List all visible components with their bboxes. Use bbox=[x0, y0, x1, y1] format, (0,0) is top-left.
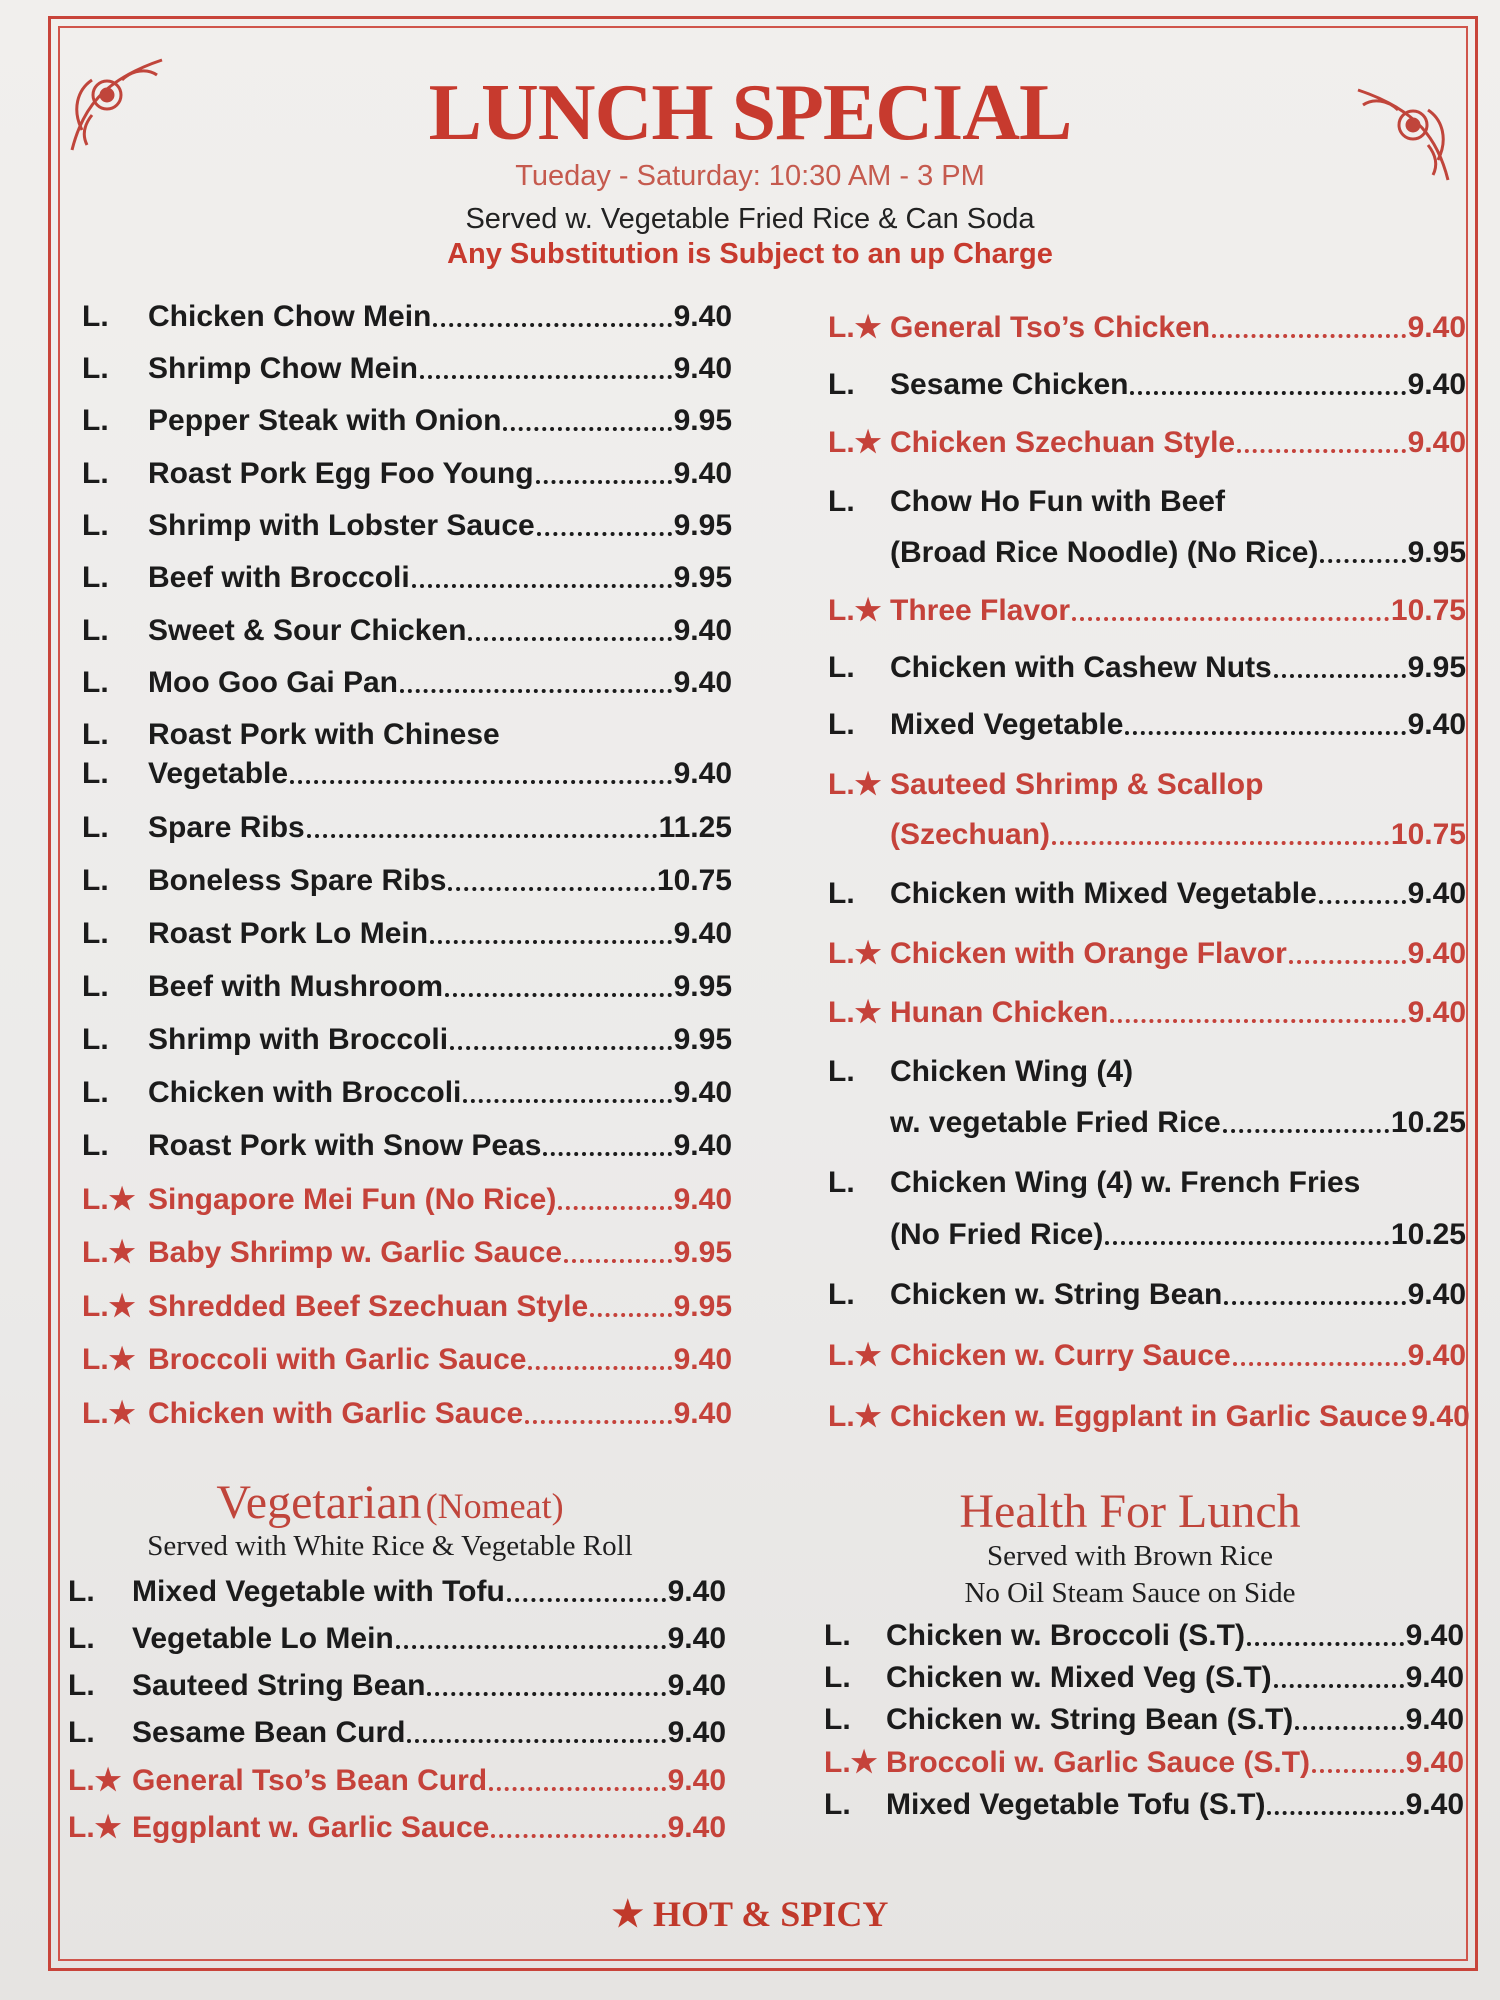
menu-item bbox=[82, 352, 732, 386]
menu-item bbox=[828, 485, 1466, 519]
menu-item bbox=[82, 1076, 732, 1110]
menu-item bbox=[82, 1235, 732, 1270]
menu-item-price: 11.25 bbox=[658, 811, 732, 844]
menu-item-name: Boneless Spare Ribs bbox=[148, 864, 447, 897]
menu-item-price: 9.40 bbox=[673, 1183, 732, 1216]
dot-leader bbox=[1130, 387, 1405, 395]
menu-item-code: L. bbox=[828, 1055, 855, 1088]
menu-item-price: 9.40 bbox=[667, 1669, 726, 1702]
menu-item-name: Singapore Mei Fun (No Rice) bbox=[148, 1183, 557, 1216]
menu-item-price: 9.40 bbox=[667, 1622, 726, 1655]
dot-leader bbox=[445, 989, 672, 997]
menu-item-name: Moo Goo Gai Pan bbox=[148, 666, 399, 699]
served-with-note: Served w. Vegetable Fried Rice & Can Soda bbox=[465, 203, 1035, 235]
menu-item bbox=[82, 718, 732, 752]
menu-item-code: L. bbox=[82, 352, 109, 385]
menu-item-name: Eggplant w. Garlic Sauce bbox=[132, 1811, 490, 1844]
vegetarian-title-main: Vegetarian bbox=[216, 1476, 422, 1529]
menu-item-code: L. bbox=[82, 1129, 109, 1162]
dot-leader bbox=[1267, 1807, 1403, 1815]
menu-item-name: Spare Ribs bbox=[148, 811, 305, 844]
dot-leader bbox=[1274, 670, 1406, 678]
menu-item-name: Vegetable Lo Mein bbox=[132, 1622, 394, 1655]
dot-leader bbox=[400, 685, 672, 693]
dot-leader bbox=[463, 1095, 671, 1103]
menu-item-code: L. bbox=[82, 1023, 109, 1056]
menu-item-price: 10.25 bbox=[1390, 1106, 1466, 1139]
menu-item bbox=[82, 1289, 732, 1324]
dot-leader bbox=[537, 528, 672, 536]
menu-item bbox=[824, 1619, 1464, 1653]
vegetarian-title bbox=[120, 1475, 660, 1530]
menu-item-name: Roast Pork Egg Foo Young bbox=[148, 457, 534, 490]
menu-item-name: Chicken w. Broccoli (S.T) bbox=[886, 1619, 1245, 1652]
menu-item-price: 9.95 bbox=[673, 509, 732, 542]
hot-spicy-legend: ★ HOT & SPICY bbox=[611, 1894, 889, 1934]
menu-item-name: Roast Pork with Snow Peas bbox=[148, 1129, 542, 1162]
menu-item-code: L.★ bbox=[828, 311, 882, 344]
menu-item-code: L. bbox=[824, 1703, 851, 1736]
menu-item-name: Chicken with Mixed Vegetable bbox=[890, 877, 1317, 910]
menu-item bbox=[828, 1278, 1466, 1312]
menu-item-name: Chicken with Garlic Sauce bbox=[148, 1397, 524, 1430]
health-title: Health For Lunch bbox=[959, 1485, 1301, 1538]
dot-leader bbox=[528, 1362, 671, 1370]
menu-item-price: 9.40 bbox=[673, 1397, 732, 1430]
menu-item-name: Chicken w. String Bean bbox=[890, 1278, 1223, 1311]
menu-item-price: 9.40 bbox=[673, 666, 732, 699]
menu-item-code: L. bbox=[828, 877, 855, 910]
menu-item-name: Beef with Broccoli bbox=[148, 561, 410, 594]
dot-leader bbox=[1052, 837, 1389, 845]
menu-item bbox=[828, 1218, 1466, 1252]
menu-item-price: 9.40 bbox=[1411, 1400, 1470, 1433]
menu-item-name: Shrimp with Lobster Sauce bbox=[148, 509, 535, 542]
menu-item-name: Chicken w. Eggplant in Garlic Sauce bbox=[890, 1400, 1408, 1433]
menu-item bbox=[82, 864, 732, 898]
menu-item-price: 9.40 bbox=[1405, 1746, 1464, 1779]
dot-leader bbox=[1295, 1722, 1403, 1730]
menu-item-price: 9.40 bbox=[1405, 1703, 1464, 1736]
dot-leader bbox=[450, 1042, 672, 1050]
menu-item-name: Chicken with Cashew Nuts bbox=[890, 651, 1272, 684]
menu-item bbox=[82, 509, 732, 543]
menu-item-price: 10.75 bbox=[656, 864, 732, 897]
menu-item bbox=[828, 936, 1466, 971]
substitution-note: Any Substitution is Subject to an up Charge bbox=[447, 238, 1053, 270]
menu-item bbox=[828, 1106, 1466, 1140]
menu-item-price: 10.25 bbox=[1390, 1218, 1466, 1251]
menu-item-code: L. bbox=[82, 561, 109, 594]
menu-item bbox=[824, 1661, 1464, 1695]
menu-item-price: 9.40 bbox=[1407, 708, 1466, 741]
menu-item bbox=[82, 457, 732, 491]
dot-leader bbox=[525, 1416, 671, 1424]
menu-item-code: L.★ bbox=[82, 1397, 136, 1430]
menu-item bbox=[82, 917, 732, 951]
menu-item-code: L. bbox=[82, 509, 109, 542]
menu-item-code: L.★ bbox=[82, 1236, 136, 1269]
menu-item bbox=[68, 1810, 726, 1845]
menu-item bbox=[82, 1342, 732, 1377]
menu-item-price: 9.40 bbox=[667, 1811, 726, 1844]
menu-item bbox=[68, 1575, 726, 1609]
menu-item-name: Chicken Chow Mein bbox=[148, 300, 432, 333]
menu-item-price: 9.40 bbox=[673, 352, 732, 385]
menu-item bbox=[82, 561, 732, 595]
menu-item-code: L. bbox=[68, 1669, 95, 1702]
menu-item-name: Broccoli with Garlic Sauce bbox=[148, 1343, 527, 1376]
menu-item-name: Chicken w. String Bean (S.T) bbox=[886, 1703, 1294, 1736]
menu-item-code: L. bbox=[82, 970, 109, 1003]
menu-item-price: 9.40 bbox=[673, 614, 732, 647]
menu-item-code: L. bbox=[828, 651, 855, 684]
menu-item-name: Chicken Szechuan Style bbox=[890, 426, 1236, 459]
menu-item-code: L.★ bbox=[82, 1343, 136, 1376]
menu-item-code: L.★ bbox=[828, 426, 882, 459]
dot-leader bbox=[1212, 330, 1405, 338]
menu-item bbox=[828, 995, 1466, 1030]
menu-item bbox=[82, 1023, 732, 1057]
menu-item-name: Chicken with Broccoli bbox=[148, 1076, 462, 1109]
menu-item-name: Mixed Vegetable bbox=[890, 708, 1124, 741]
menu-item-name: Shrimp with Broccoli bbox=[148, 1023, 449, 1056]
menu-item-price: 9.40 bbox=[673, 1076, 732, 1109]
menu-item-code: L.★ bbox=[68, 1764, 122, 1797]
menu-item bbox=[828, 368, 1466, 402]
menu-item-code: L. bbox=[82, 666, 109, 699]
dot-leader bbox=[1237, 445, 1405, 453]
dot-leader bbox=[1247, 1638, 1404, 1646]
menu-item-name: Hunan Chicken bbox=[890, 996, 1109, 1029]
menu-item bbox=[824, 1703, 1464, 1737]
menu-item-price: 10.75 bbox=[1390, 594, 1466, 627]
menu-item-name: Sweet & Sour Chicken bbox=[148, 614, 467, 647]
dot-leader bbox=[1224, 1297, 1405, 1305]
menu-item-price: 9.40 bbox=[1405, 1619, 1464, 1652]
menu-item bbox=[82, 1182, 732, 1217]
menu-item bbox=[82, 1396, 732, 1431]
menu-item bbox=[828, 536, 1466, 570]
dot-leader bbox=[1320, 555, 1405, 563]
dot-leader bbox=[290, 776, 672, 784]
menu-item-code: L. bbox=[828, 1278, 855, 1311]
menu-item-name: General Tso’s Bean Curd bbox=[132, 1764, 488, 1797]
menu-item-price: 9.40 bbox=[667, 1764, 726, 1797]
dot-leader bbox=[407, 1735, 665, 1743]
menu-item-price: 9.40 bbox=[1407, 877, 1466, 910]
menu-item-price: 9.95 bbox=[1407, 651, 1466, 684]
menu-item bbox=[82, 614, 732, 648]
menu-item-code: L. bbox=[824, 1661, 851, 1694]
dot-leader bbox=[427, 1688, 665, 1696]
menu-item-name: Chicken Wing (4) bbox=[890, 1055, 1134, 1088]
menu-item-name: Mixed Vegetable with Tofu bbox=[132, 1575, 505, 1608]
menu-item-code: L.★ bbox=[68, 1811, 122, 1844]
menu-item-code: L. bbox=[82, 718, 109, 751]
menu-item-code: L.★ bbox=[828, 996, 882, 1029]
menu-item bbox=[828, 818, 1466, 852]
menu-item bbox=[82, 811, 732, 845]
menu-item bbox=[68, 1716, 726, 1750]
menu-item-price: 9.40 bbox=[1407, 368, 1466, 401]
menu-item-price: 9.40 bbox=[1407, 1339, 1466, 1372]
menu-item-code: L. bbox=[828, 1166, 855, 1199]
menu-item-code: L.★ bbox=[828, 1400, 882, 1433]
dot-leader bbox=[468, 633, 671, 641]
menu-item bbox=[828, 310, 1466, 345]
menu-item-name: Broccoli w. Garlic Sauce (S.T) bbox=[886, 1746, 1311, 1779]
menu-title: LUNCH SPECIAL bbox=[428, 69, 1072, 157]
dot-leader bbox=[433, 319, 671, 327]
menu-item-code: L. bbox=[68, 1622, 95, 1655]
business-hours: Tueday - Saturday: 10:30 AM - 3 PM bbox=[515, 160, 985, 192]
menu-item bbox=[824, 1788, 1464, 1822]
menu-item-code: L.★ bbox=[828, 937, 882, 970]
menu-item-name: Chow Ho Fun with Beef bbox=[890, 485, 1225, 518]
menu-item bbox=[82, 300, 732, 334]
menu-item bbox=[82, 404, 732, 438]
menu-item-price: 9.40 bbox=[667, 1575, 726, 1608]
dot-leader bbox=[1233, 1358, 1406, 1366]
menu-item-name: Beef with Mushroom bbox=[148, 970, 444, 1003]
menu-item-code: L. bbox=[828, 485, 855, 518]
menu-item bbox=[82, 757, 732, 791]
dot-leader bbox=[420, 371, 672, 379]
menu-item-price: 9.95 bbox=[673, 404, 732, 437]
menu-item-price: 9.40 bbox=[673, 1343, 732, 1376]
dot-leader bbox=[1125, 727, 1405, 735]
menu-item-name: Sauteed Shrimp & Scallop bbox=[890, 768, 1264, 801]
menu-item-price: 9.40 bbox=[673, 917, 732, 950]
health-subtitle-1: Served with Brown Rice bbox=[987, 1540, 1273, 1572]
menu-item-name: Pepper Steak with Onion bbox=[148, 404, 502, 437]
menu-item-code: L. bbox=[68, 1716, 95, 1749]
dot-leader bbox=[590, 1309, 671, 1317]
menu-item-price: 9.95 bbox=[673, 1023, 732, 1056]
menu-item-price: 9.40 bbox=[673, 457, 732, 490]
menu-item-price: 9.95 bbox=[673, 1290, 732, 1323]
menu-item-price: 9.40 bbox=[1407, 426, 1466, 459]
menu-item-code: L. bbox=[824, 1619, 851, 1652]
dot-leader bbox=[491, 1830, 665, 1838]
dot-leader bbox=[1274, 1680, 1404, 1688]
menu-item-price: 9.95 bbox=[673, 561, 732, 594]
menu-item-price: 9.40 bbox=[673, 1129, 732, 1162]
dot-leader bbox=[1072, 613, 1389, 621]
menu-item bbox=[824, 1745, 1464, 1780]
dot-leader bbox=[1110, 1015, 1405, 1023]
menu-item-code: L. bbox=[82, 300, 109, 333]
menu-item-name: General Tso’s Chicken bbox=[890, 311, 1211, 344]
menu-item-code: L. bbox=[828, 368, 855, 401]
menu-item-code: L.★ bbox=[824, 1746, 878, 1779]
dot-leader bbox=[564, 1255, 672, 1263]
menu-item-code: L. bbox=[82, 811, 109, 844]
dot-leader bbox=[1223, 1125, 1389, 1133]
menu-item bbox=[828, 1055, 1466, 1089]
menu-item-name: Chicken w. Mixed Veg (S.T) bbox=[886, 1661, 1272, 1694]
menu-item-code: L. bbox=[824, 1788, 851, 1821]
menu-item-price: 9.40 bbox=[673, 300, 732, 333]
dot-leader bbox=[1319, 896, 1406, 904]
menu-item-price: 9.40 bbox=[1405, 1788, 1464, 1821]
menu-item bbox=[828, 651, 1466, 685]
menu-item-code: L.★ bbox=[828, 768, 882, 801]
menu-item-name: Sesame Chicken bbox=[890, 368, 1129, 401]
dot-leader bbox=[396, 1641, 666, 1649]
dot-leader bbox=[1105, 1237, 1389, 1245]
menu-item-name: Sesame Bean Curd bbox=[132, 1716, 406, 1749]
menu-item-price: 9.40 bbox=[1407, 937, 1466, 970]
menu-item-name: Three Flavor bbox=[890, 594, 1071, 627]
menu-item-code: L.★ bbox=[828, 1339, 882, 1372]
menu-item-code: L. bbox=[82, 864, 109, 897]
dot-leader bbox=[536, 476, 672, 484]
dot-leader bbox=[503, 423, 671, 431]
menu-item-price: 9.40 bbox=[1407, 1278, 1466, 1311]
menu-item bbox=[828, 425, 1466, 460]
menu-item-name: (Szechuan) bbox=[890, 818, 1051, 851]
menu-item-code: L. bbox=[82, 1076, 109, 1109]
menu-item bbox=[68, 1763, 726, 1798]
menu-item bbox=[828, 767, 1466, 802]
menu-item-name: Baby Shrimp w. Garlic Sauce bbox=[148, 1236, 563, 1269]
dot-leader bbox=[543, 1148, 671, 1156]
menu-item-price: 9.95 bbox=[1407, 536, 1466, 569]
dot-leader bbox=[448, 883, 654, 891]
menu-item-price: 10.75 bbox=[1390, 818, 1466, 851]
menu-item bbox=[828, 593, 1466, 628]
menu-item bbox=[82, 666, 732, 700]
dot-leader bbox=[507, 1594, 666, 1602]
dot-leader bbox=[430, 936, 672, 944]
menu-item bbox=[828, 708, 1466, 742]
menu-item-name: Sauteed String Bean bbox=[132, 1669, 426, 1702]
menu-item-price: 9.40 bbox=[1407, 311, 1466, 344]
menu-item bbox=[828, 1399, 1470, 1434]
dot-leader bbox=[307, 830, 657, 838]
menu-item-code: L. bbox=[82, 614, 109, 647]
menu-item-name: Shrimp Chow Mein bbox=[148, 352, 418, 385]
menu-item-price: 9.40 bbox=[667, 1716, 726, 1749]
menu-item bbox=[82, 1129, 732, 1163]
menu-item bbox=[68, 1669, 726, 1703]
health-subtitle-2: No Oil Steam Sauce on Side bbox=[964, 1577, 1296, 1609]
menu-item-code: L.★ bbox=[828, 594, 882, 627]
vegetarian-subtitle: Served with White Rice & Vegetable Roll bbox=[147, 1530, 633, 1562]
menu-item-name: Roast Pork with Chinese bbox=[148, 718, 500, 751]
menu-item-name: Roast Pork Lo Mein bbox=[148, 917, 429, 950]
menu-item-code: L. bbox=[82, 757, 109, 790]
menu-item-code: L. bbox=[82, 917, 109, 950]
menu-item-code: L. bbox=[828, 708, 855, 741]
menu-item-name: w. vegetable Fried Rice bbox=[890, 1106, 1221, 1139]
dot-leader bbox=[489, 1783, 666, 1791]
menu-item-code: L.★ bbox=[82, 1183, 136, 1216]
menu-item-price: 9.40 bbox=[1407, 996, 1466, 1029]
menu-item-price: 9.95 bbox=[673, 1236, 732, 1269]
dot-leader bbox=[1312, 1765, 1404, 1773]
menu-item-name: (No Fried Rice) bbox=[890, 1218, 1104, 1251]
menu-item-name: Chicken w. Curry Sauce bbox=[890, 1339, 1231, 1372]
menu-item-code: L.★ bbox=[82, 1290, 136, 1323]
menu-item-name: Mixed Vegetable Tofu (S.T) bbox=[886, 1788, 1266, 1821]
dot-leader bbox=[1289, 956, 1406, 964]
menu-item bbox=[828, 1338, 1466, 1373]
menu-item-price: 9.40 bbox=[1405, 1661, 1464, 1694]
menu-item-code: L. bbox=[82, 404, 109, 437]
menu-item bbox=[82, 970, 732, 1004]
menu-item-name: Shredded Beef Szechuan Style bbox=[148, 1290, 589, 1323]
menu-item-code: L. bbox=[82, 457, 109, 490]
menu-item-code: L. bbox=[68, 1575, 95, 1608]
menu-item-price: 9.40 bbox=[673, 757, 732, 790]
menu-item-name: Vegetable bbox=[148, 757, 289, 790]
menu-item bbox=[68, 1622, 726, 1656]
vegetarian-title-suffix: (Nomeat) bbox=[425, 1486, 564, 1526]
menu-item-name: Chicken with Orange Flavor bbox=[890, 937, 1287, 970]
dot-leader bbox=[558, 1202, 671, 1210]
menu-item-name: Chicken Wing (4) w. French Fries bbox=[890, 1166, 1361, 1199]
menu-item bbox=[828, 1166, 1466, 1200]
dot-leader bbox=[412, 580, 672, 588]
menu-item bbox=[828, 877, 1466, 911]
menu-item-price: 9.95 bbox=[673, 970, 732, 1003]
menu-item-name: (Broad Rice Noodle) (No Rice) bbox=[890, 536, 1319, 569]
